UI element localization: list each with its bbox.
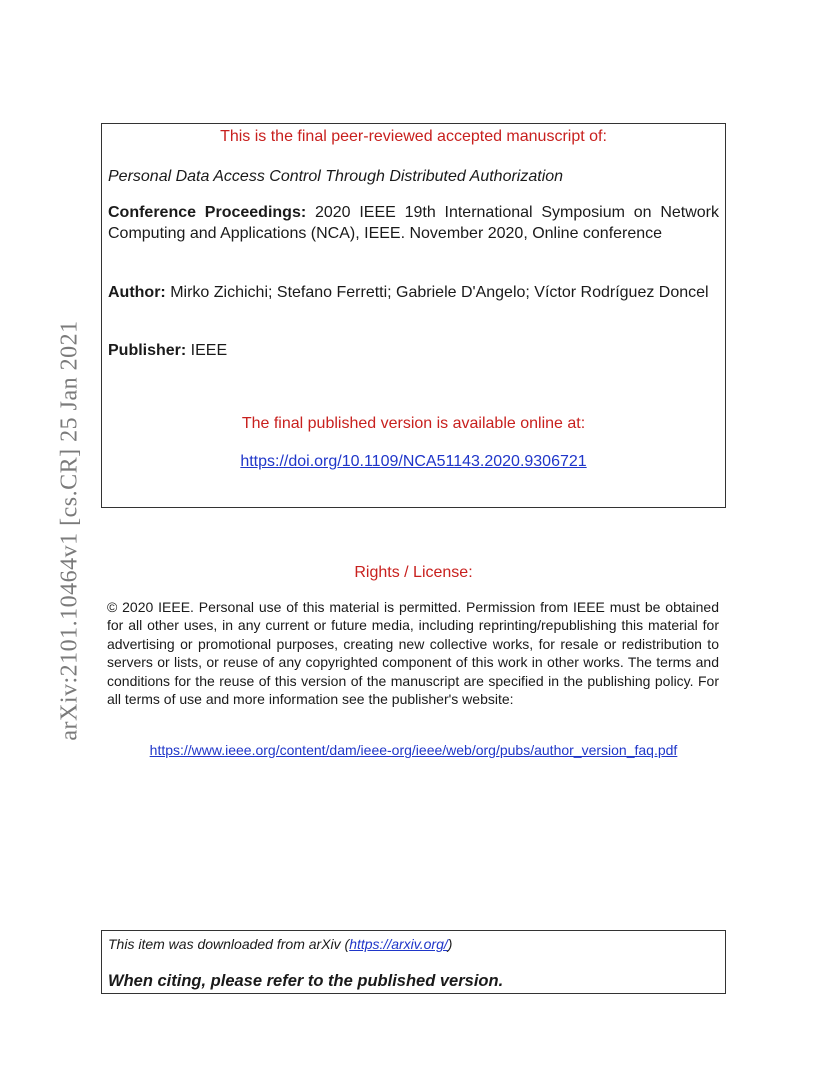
conference-info [108, 202, 719, 244]
paper-title: Personal Data Access Control Through Distributed Authorization [108, 168, 564, 185]
doi-link-wrapper [108, 451, 719, 472]
footer-box [101, 930, 726, 994]
faq-link-wrapper [101, 741, 726, 759]
downloaded-prefix: This item was downloaded from arXiv ( [108, 936, 350, 952]
author-value: Mirko Zichichi; Stefano Ferretti; Gabriele D'Angelo; Víctor Rodríguez Doncel [165, 284, 709, 301]
publisher-info [108, 340, 719, 361]
rights-text: © 2020 IEEE. Personal use of this material is permitted. Permission from IEEE must be obtained for all other uses, in any current or future media, including reprinting/republishing this material for advertising or promotional purposes, creating new collective works, for resale or redistribution to servers or lists, or reuse of any copyrighted component of this work in other works. The terms and conditions for the reuse of this version of the manuscript are specified in the publishing policy. For all terms of use and more information see the publisher's website: [107, 599, 719, 708]
arxiv-stamp [50, 300, 90, 760]
publisher-label: Publisher: [108, 342, 187, 359]
arxiv-link[interactable]: https://arxiv.org/ [349, 936, 448, 952]
conference-value: 2020 IEEE 19th International Symposium on Network Computing and Applications (NCA), IEEE. November 2020, Online conference [108, 204, 719, 242]
doi-link[interactable]: https://doi.org/10.1109/NCA51143.2020.9306721 [240, 453, 587, 470]
downloaded-note [108, 936, 452, 952]
downloaded-suffix: ) [447, 936, 453, 952]
author-label: Author: [108, 284, 166, 301]
conference-label: Conference Proceedings: [108, 204, 307, 221]
citing-note: When citing, please refer to the published version. [108, 972, 504, 990]
manuscript-heading: This is the final peer-reviewed accepted manuscript of: [220, 128, 607, 145]
ieee-faq-link[interactable]: https://www.ieee.org/content/dam/ieee-org/ieee/web/org/pubs/author_version_faq.pdf [149, 742, 678, 758]
available-online-text: The final published version is available online at: [241, 415, 586, 432]
publisher-value: IEEE [186, 342, 228, 359]
author-info [108, 282, 719, 303]
arxiv-stamp-text: arXiv:2101.10464v1 [cs.CR] 25 Jan 2021 [56, 319, 83, 741]
manuscript-info-box [101, 123, 726, 508]
rights-title: Rights / License: [354, 564, 473, 581]
